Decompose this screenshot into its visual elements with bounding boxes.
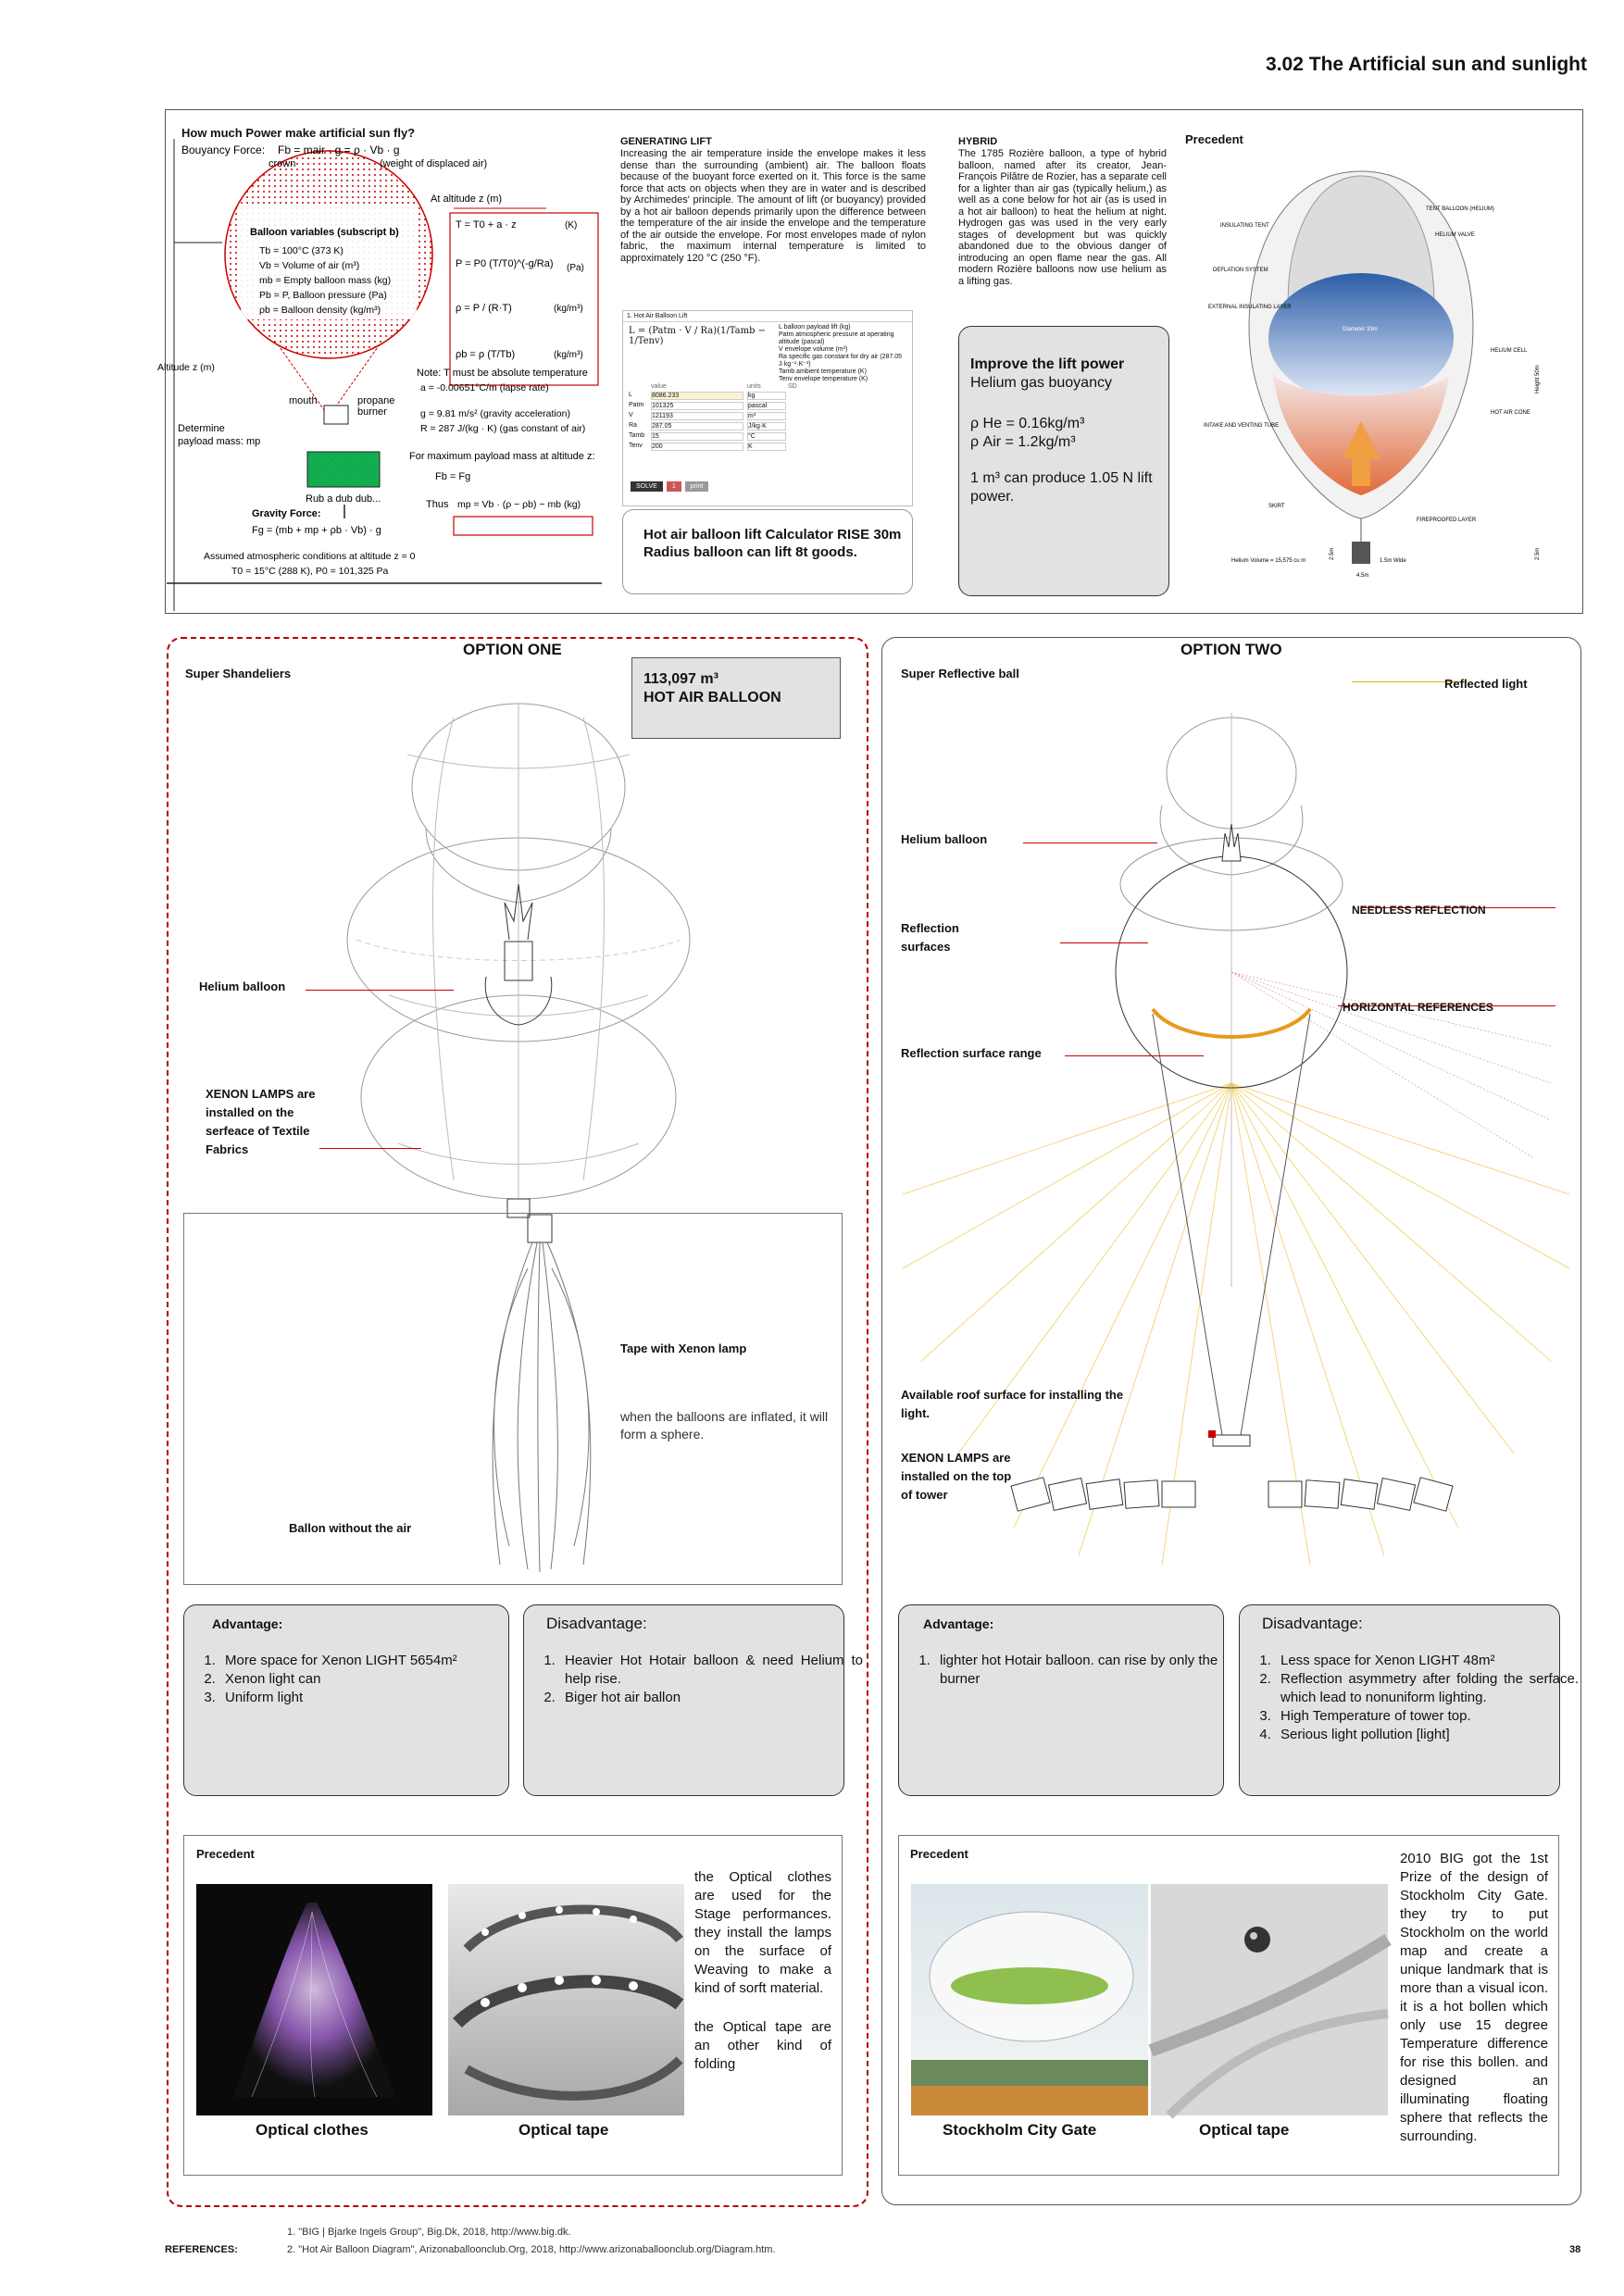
buoyancy-label: Bouyancy Force: [181, 144, 266, 156]
caption-optical-clothes: Optical clothes [256, 2121, 369, 2139]
option-two-helium-label: Helium balloon [901, 832, 988, 846]
option-two-precedent-title: Precedent [910, 1847, 968, 1861]
eq-p: P = P0 (T/T0)^(-g/Ra) [456, 258, 554, 269]
altitude-at-label: At altitude z (m) [431, 193, 503, 205]
vars-title: Balloon variables (subscript b) [250, 227, 399, 238]
label-hot-air-cone: HOT AIR CONE [1491, 410, 1530, 416]
gravity-label: Gravity Force: [252, 508, 321, 519]
leader-line [1060, 942, 1148, 943]
leader-line [306, 990, 454, 991]
calc-unit-select[interactable]: pascal [747, 402, 786, 410]
disadvantage-item: 3. High Temperature of tower top. [1275, 1707, 1579, 1726]
calc-row-sym: V [629, 412, 633, 418]
weight-displaced-label: (weight of displaced air) [380, 158, 488, 169]
reflection-range-label: Reflection surface range [901, 1046, 1042, 1060]
label-skirt: SKIRT [1268, 504, 1285, 509]
caption-optical-tape: Optical tape [518, 2121, 609, 2139]
eq-rhob-unit: (kg/m³) [554, 350, 583, 360]
advantage-item: 1. More space for Xenon LIGHT 5654m² [219, 1652, 525, 1670]
eq-t-unit: (K) [565, 220, 578, 231]
advantage-title: Advantage: [212, 1616, 283, 1631]
deflated-balloon-drawing [444, 1213, 648, 1574]
disadvantage-title: Disadvantage: [546, 1615, 647, 1632]
determine-label: Determine [178, 423, 225, 434]
step-select[interactable]: 1 [667, 481, 681, 492]
disadvantage-item: 4. Serious light pollution [light] [1275, 1726, 1579, 1744]
calc-caption: Hot air balloon lift Calculator RISE 30m Radius balloon can lift 8t goods. [643, 527, 902, 560]
reflected-light-legend: Reflected light [1444, 677, 1528, 691]
caption-optical-tape-2: Optical tape [1199, 2121, 1290, 2139]
option-two-xenon-label: XENON LAMPS are installed on the top of tower [901, 1451, 1012, 1502]
references-label: REFERENCES: [165, 2244, 238, 2255]
altitude-axis-label: Altitude z (m) [157, 362, 215, 373]
buoyancy-eq: Fb = mair · g = ρ · Vb · g [278, 144, 400, 156]
crown-label: crown [269, 158, 296, 169]
calc-formula: L = (Patm · V / Ra)(1/Tamb − 1/Tenv) [629, 326, 767, 346]
lift-power-title: Improve the lift power [970, 356, 1125, 372]
eq-t: T = T0 + a · z [456, 219, 517, 231]
eq-rhob: ρb = ρ (T/Tb) [456, 349, 516, 360]
reference-item: 2. "Hot Air Balloon Diagram", Arizonaballoonclub.Org, 2018, http://www.arizonaballoonclub.org/Diagram.htm. [287, 2244, 776, 2255]
calc-input[interactable]: 101325 [651, 402, 743, 410]
assumed-label: Assumed atmospheric conditions at altitude z = 0 [204, 551, 416, 562]
label-dim-a: 2.5m [1330, 547, 1335, 560]
option-two-title: OPTION TWO [1181, 641, 1282, 658]
label-wide: 1.5m Wide [1380, 558, 1406, 564]
rho-he: ρ He = 0.16kg/m³ [970, 416, 1085, 431]
option-one-title: OPTION ONE [463, 641, 562, 658]
optical-tape-photo [448, 1884, 684, 2115]
generating-title: GENERATING LIFT [620, 136, 712, 147]
label-helium-cell: HELIUM CELL [1491, 348, 1528, 354]
calc-caption-frame [622, 509, 913, 594]
calc-row-sym: Patm [629, 402, 644, 408]
payload-label: payload mass: mp [178, 436, 261, 447]
reflection-surfaces-label: Reflection surfaces [901, 921, 959, 954]
advantage-item: 2. Xenon light can [219, 1670, 525, 1689]
var-4: Pb = P, Balloon pressure (Pa) [259, 290, 387, 301]
hybrid-title: HYBRID [958, 136, 998, 147]
eq-rho-unit: (kg/m³) [554, 304, 583, 314]
advantage-item: 3. Uniform light [219, 1689, 525, 1707]
calc-input[interactable]: 121193 [651, 412, 743, 420]
calc-legend-1: L balloon payload lift (kg) [779, 324, 851, 331]
balloon-physics-diagram [157, 139, 611, 593]
leader-line [1023, 842, 1157, 843]
solve-button[interactable]: SOLVE [631, 481, 663, 492]
assumed-vals: T0 = 15°C (288 K), P0 = 101,325 Pa [231, 566, 389, 577]
calc-legend-5: Tamb ambient temperature (K) [779, 368, 867, 375]
hybrid-body: The 1785 Rozière balloon, a type of hybrid balloon, named after its creator, Jean-François Pilâtre de Rozier, has a separate cell for a lighter than air gas (typically helium,) as well as a cone below for hot air (as is used in a hot air balloon) to heat the helium at night. Hydrogen gas was used in the very early stages of development but was quickly abandoned due to the obvious danger of introducing an open flame near the gas. All modern Rozière balloons now use helium as a lifting gas. [958, 148, 1167, 287]
thus-eq: mp = Vb · (ρ − ρb) − mb (kg) [457, 499, 581, 510]
helium-label: Helium balloon [199, 980, 286, 993]
calc-unit-select[interactable]: m³ [747, 412, 786, 420]
calc-legend-4: Ra specific gas constant for dry air (287.05 J·kg⁻¹·K⁻¹) [779, 354, 903, 368]
optical-tape-text: the Optical tape are an other kind of folding [694, 2019, 831, 2072]
leader-line [1065, 1055, 1204, 1056]
option-one-precedent-title: Precedent [196, 1847, 255, 1861]
var-2: Vb = Volume of air (m³) [259, 260, 360, 271]
advantage-title: Advantage: [923, 1616, 994, 1631]
chandelier-balloon-drawing [370, 699, 722, 1217]
lift-produce: 1 m³ can produce 1.05 N lift power. [970, 470, 1153, 505]
note-g: g = 9.81 m/s² (gravity acceleration) [420, 408, 570, 419]
note-r: R = 287 J/(kg · K) (gas constant of air) [420, 423, 586, 434]
print-button[interactable]: print [685, 481, 709, 492]
disadvantage-item: 2. Biger hot air ballon [559, 1689, 863, 1707]
caption-stockholm: Stockholm City Gate [943, 2121, 1097, 2139]
advantage-item: 1. lighter hot Hotair balloon. can rise by only the burner [934, 1652, 1240, 1689]
stockholm-aerial-render [1151, 1884, 1388, 2115]
calc-row-sym: Tenv [629, 443, 643, 449]
disadvantage-item: 2. Reflection asymmetry after folding the serface. which lead to nonuniform lighting. [1275, 1670, 1579, 1707]
var-1: Tb = 100°C (373 K) [259, 245, 344, 256]
reflective-ball-drawing [884, 694, 1579, 1574]
calc-header: 1. Hot Air Balloon Lift [623, 311, 912, 322]
page-number: 38 [1569, 2244, 1581, 2255]
option-one-subtitle: Super Shandeliers [185, 667, 292, 680]
calc-unit-select[interactable]: kg [747, 392, 786, 400]
calc-row-sym: Ra [629, 422, 637, 429]
max-payload-label: For maximum payload mass at altitude z: [409, 451, 595, 462]
gravity-eq: Fg = (mb + mp + ρb · Vb) · g [252, 525, 381, 536]
disadvantage-title: Disadvantage: [1262, 1615, 1363, 1632]
label-height: Height 50m [1535, 365, 1541, 393]
var-5: ρb = Balloon density (kg/m³) [259, 305, 381, 316]
label-insulating-tent: INSULATING TENT [1220, 223, 1269, 229]
label-external-layer: EXTERNAL INSULATING LAYER [1208, 305, 1292, 310]
reference-item: 1. "BIG | Bjarke Ingels Group", Big.Dk, 2018, http://www.big.dk. [287, 2227, 571, 2238]
label-tent-balloon: TENT BALLOON (HELIUM) [1426, 206, 1494, 212]
roof-surface-label: Available roof surface for installing the light. [901, 1388, 1124, 1420]
calc-legend-3: V envelope volume (m³) [779, 346, 848, 353]
calc-row-sym: L [629, 392, 632, 398]
calc-legend-6: Tenv envelope temperature (K) [779, 376, 868, 382]
disadvantage-item: 1. Less space for Xenon LIGHT 48m² [1275, 1652, 1579, 1670]
label-dim-b: 4.5m [1356, 573, 1369, 579]
option-two-disadvantage-box [1239, 1604, 1579, 1796]
calc-unit-select[interactable]: K [747, 443, 786, 451]
calc-col-value: value [651, 383, 667, 390]
generating-body: Increasing the air temperature inside the envelope makes it less dense than the surrounding (ambient) air. The balloon floats because of the buoyant force exerted on it. This force is the same force that acts on objects when they are in water and is described by Archimedes' principle. The amount of lift (or buoyancy) provided by a hot air balloon depends primarily upon the difference between the temperature of the air inside the envelope and the temperature of the air outside the envelope. For most envelopes made of nylon fabric, the maximum internal temperature is limited to approximately 120 °C (250 °F). [620, 148, 926, 264]
label-helium-valve: HELIUM VALVE [1435, 232, 1475, 238]
note-title: Note: T must be absolute temperature [417, 368, 588, 379]
label-diameter: Diameter 33m [1343, 327, 1378, 332]
volume-value: 113,097 m³ [643, 671, 718, 687]
label-dim-c: 2.5m [1535, 547, 1541, 560]
page-title: 3.02 The Artificial sun and sunlight [1266, 54, 1587, 75]
burner-label: burner [357, 406, 387, 418]
stockholm-city-gate-render [911, 1884, 1148, 2115]
option-one-disadvantage-box [523, 1604, 863, 1796]
horizontal-references-label: HORIZONTAL REFERENCES [1343, 1001, 1493, 1014]
mouth-label: mouth [289, 395, 318, 406]
calc-input[interactable]: 8086.233 [651, 392, 743, 400]
rub-label: Rub a dub dub... [306, 493, 381, 505]
label-helium-volume: Helium Volume = 15,575 cu m [1231, 558, 1306, 564]
label-fireproofed: FIREPROOFED LAYER [1417, 518, 1477, 523]
calc-input[interactable]: 200 [651, 443, 743, 451]
calc-col-units: units [747, 383, 761, 390]
var-3: mb = Empty balloon mass (kg) [259, 275, 392, 286]
calc-col-sd: SD [788, 383, 797, 390]
question-heading: How much Power make artificial sun fly? [181, 126, 416, 140]
lift-calculator [622, 310, 913, 506]
eq-p-unit: (Pa) [567, 263, 584, 273]
eq-rho: ρ = P / (R·T) [456, 303, 512, 314]
rho-air: ρ Air = 1.2kg/m³ [970, 434, 1076, 450]
optical-clothes-photo [196, 1884, 432, 2115]
disadvantage-item: 1. Heavier Hot Hotair balloon & need Helium to help rise. [559, 1652, 863, 1689]
calc-input[interactable]: 15 [651, 432, 743, 441]
option-two-advantage-box [898, 1604, 1224, 1796]
tape-label: Tape with Xenon lamp [620, 1341, 747, 1355]
calc-input[interactable]: 287.05 [651, 422, 743, 430]
calc-unit-select[interactable]: °C [747, 432, 786, 441]
thus-label: Thus [426, 499, 449, 510]
optical-clothes-text: the Optical clothes are used for the Stage performances. they install the lamps on the surface of Weaving to make a kind of sorft material. [694, 1869, 831, 1996]
xenon-label: XENON LAMPS are installed on the serfeace of Textile Fabrics [206, 1087, 316, 1156]
stockholm-text: 2010 BIG got the 1st Prize of the design of Stockholm City Gate. they try to put Stockholm on the world map and create a unique landmark that is more than a visual icon. it is a hot bollen which only use 15 degree Temperature difference for rise this bollen. and designed an illuminating floating sphere that reflects the surrounding. [1400, 1851, 1548, 2144]
inflated-note: when the balloons are inflated, it will form a sphere. [620, 1409, 829, 1441]
option-two-subtitle: Super Reflective ball [901, 667, 1019, 680]
calc-row-sym: Tamb [629, 432, 645, 439]
lift-power-sub: Helium gas buoyancy [970, 375, 1112, 391]
precedent-title: Precedent [1185, 132, 1243, 146]
option-one-advantage-box [183, 1604, 509, 1796]
balloon-type: HOT AIR BALLOON [643, 690, 781, 705]
lift-power-box [958, 326, 1169, 596]
label-deflation: DEFLATION SYSTEM [1213, 268, 1268, 273]
fb-fg-label: Fb = Fg [435, 471, 471, 482]
calc-unit-select[interactable]: J/kg·K [747, 422, 786, 430]
propane-label: propane [357, 395, 395, 406]
needless-reflection-label: NEEDLESS REFLECTION [1352, 904, 1486, 917]
roziere-diagram [1204, 153, 1565, 588]
calc-legend-2: Patm atmospheric pressure at operating altitude (pascal) [779, 331, 894, 345]
without-air-label: Ballon without the air [289, 1521, 412, 1535]
note-a: a = -0.00651°C/m (lapse rate) [420, 382, 549, 393]
label-intake-tube: INTAKE AND VENTING TUBE [1204, 423, 1280, 429]
